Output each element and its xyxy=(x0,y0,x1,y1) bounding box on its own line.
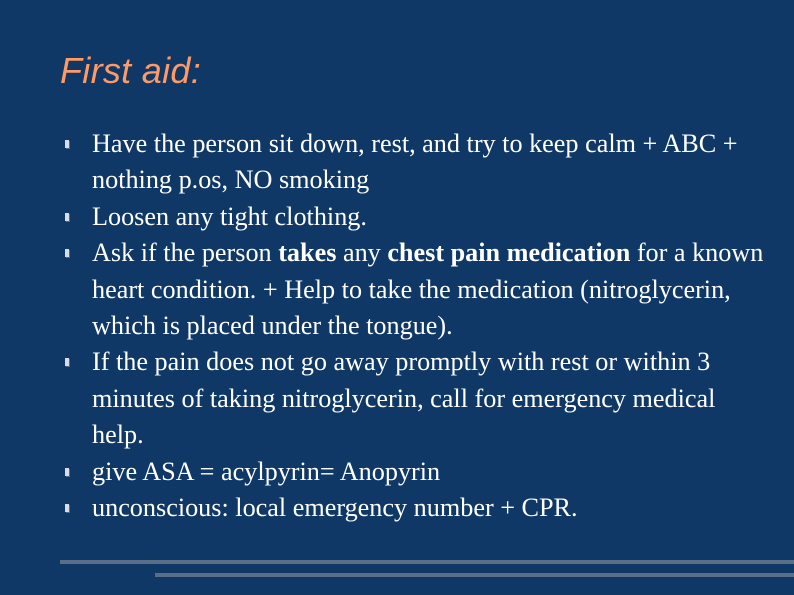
bullet-text: for a known heart condition. + Help to take the medication (nitroglycerin, which is placed under the tongue). xyxy=(92,238,764,341)
bullet-icon xyxy=(65,504,70,513)
decoration-line-bottom xyxy=(155,573,794,577)
slide-title: First aid: xyxy=(60,50,202,91)
bullet-text: Loosen any tight clothing. xyxy=(92,201,367,231)
bullet-item xyxy=(92,454,772,490)
bullet-text: unconscious: local emergency number + CPR. xyxy=(92,493,578,523)
decoration-line-top xyxy=(60,560,794,564)
bullet-text: give ASA = acylpyrin= Anopyrin xyxy=(92,456,441,486)
bullet-item xyxy=(92,490,772,526)
bullet-text-bold: chest pain medication xyxy=(387,238,631,268)
bullet-list xyxy=(92,126,772,526)
bullet-text-bold: takes xyxy=(278,238,337,268)
bullet-icon xyxy=(65,140,70,149)
bullet-icon xyxy=(65,358,70,367)
bullet-item xyxy=(92,199,772,235)
bullet-item xyxy=(92,126,772,199)
bullet-icon xyxy=(65,468,70,477)
bullet-text: Ask if the person xyxy=(92,238,279,268)
bullet-icon xyxy=(65,213,70,222)
bullet-text: any xyxy=(336,238,388,268)
bullet-text: If the pain does not go away promptly with rest or within 3 minutes of taking nitroglycerin, call for emergency medical help. xyxy=(92,347,716,450)
bullet-text: Have the person sit down, rest, and try to keep calm + ABC + nothing p.os, NO smoking xyxy=(92,129,738,195)
bullet-item xyxy=(92,344,772,453)
bullet-icon xyxy=(65,249,70,258)
bullet-item xyxy=(92,235,772,344)
